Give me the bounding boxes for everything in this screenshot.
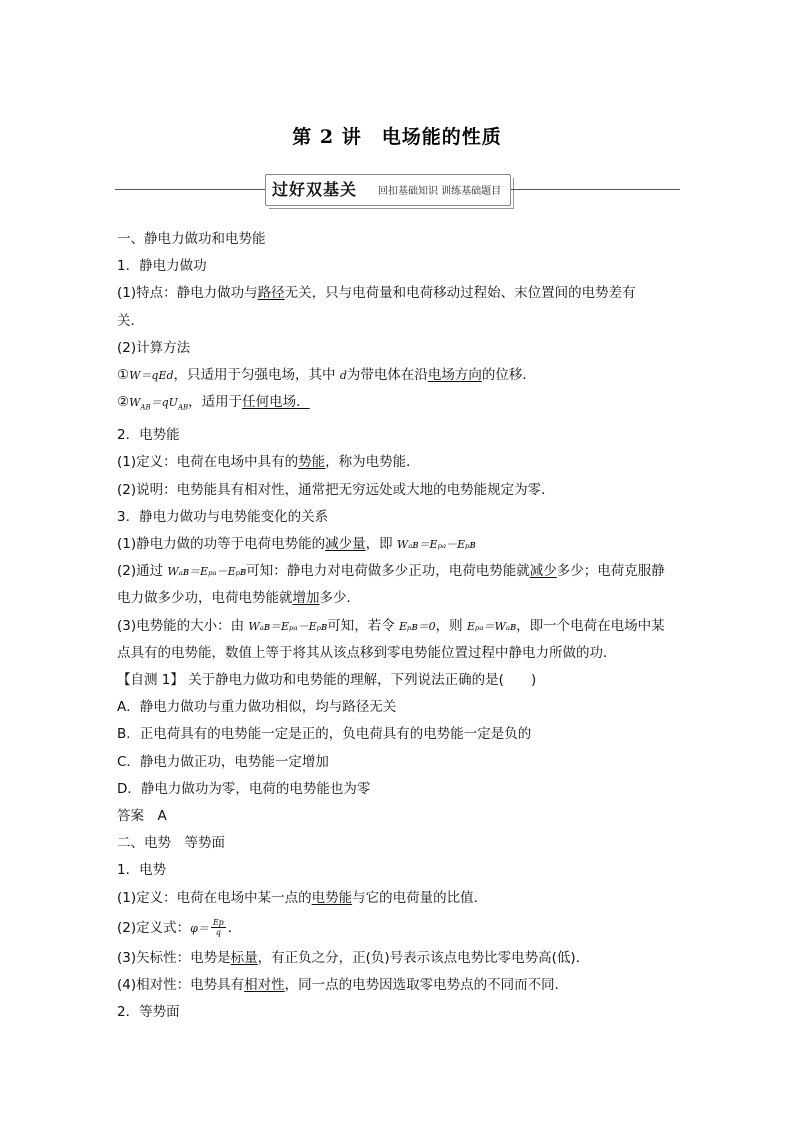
text: 与它的电荷量的比值．	[352, 889, 488, 906]
text: 多少；电荷克服静	[556, 563, 665, 580]
paragraph	[117, 362, 682, 389]
banner-rule-right	[511, 189, 680, 190]
underlined-term: 减少量	[325, 535, 366, 552]
underlined-term: 势能	[298, 454, 326, 471]
fraction-denominator: q	[215, 928, 221, 938]
banner-rule-left	[115, 189, 265, 190]
section-banner	[115, 172, 680, 208]
text: (4)相对性：电势具有	[117, 976, 245, 993]
text: ①	[117, 367, 130, 384]
text: ，同一点的电势因选取零电势点的不同而不同．	[284, 976, 569, 993]
page-title: 第 2 讲 电场能的性质	[292, 126, 502, 148]
text: ，即一个电荷在电场中某	[516, 617, 665, 634]
paragraph	[117, 531, 682, 558]
fraction-numerator: Ep	[212, 918, 224, 928]
exercise-answer: 答案 A	[117, 807, 167, 824]
text: ，即	[365, 535, 397, 552]
underlined-term: 任何电场．	[242, 394, 310, 411]
text: 电力做多少功，电荷电势能就	[117, 590, 293, 607]
formula: Eₚʙ＝0	[399, 619, 436, 633]
section-heading: 一、静电力做功和电势能	[117, 231, 266, 247]
exercise-question: 【自测 1】 关于静电力做功和电势能的理解，下列说法正确的是( )	[117, 671, 537, 688]
formula: Wₐʙ＝Eₚₐ－Eₚʙ	[396, 537, 476, 551]
paragraph: 关．	[117, 312, 144, 329]
paragraph	[117, 585, 682, 612]
exercise-option-b: B．正电荷具有的电势能一定是正的，负电荷具有的电势能一定是负的	[117, 726, 532, 743]
text: ，称为电势能．	[325, 454, 420, 471]
text: 多少．	[319, 590, 360, 607]
paragraph	[117, 558, 682, 585]
underlined-term: 路径	[257, 285, 285, 302]
text: ，有正负之分，正(负)号表示该点电势比零电势高(低)．	[257, 949, 590, 966]
text: (3)电势能的大小：由	[117, 617, 249, 634]
exercise-option-c: C．静电力做正功，电势能一定增加	[117, 753, 329, 770]
text: ，则	[435, 617, 467, 634]
text: 为带电体在沿	[346, 367, 428, 384]
underlined-term: 相对性	[244, 976, 285, 993]
text: (3)矢标性：电势是	[117, 949, 231, 966]
exercise-option-a: A．静电力做功与重力做功相似，均与路径无关	[117, 699, 397, 716]
underlined-term: 减少	[529, 563, 557, 580]
paragraph	[117, 280, 682, 307]
subsection-heading: 2．等势面	[117, 1004, 180, 1021]
formula: Eₚₐ＝Wₐʙ	[466, 619, 517, 633]
text: (1)静电力做的功等于电荷电势能的	[117, 535, 326, 552]
text: (2)通过	[117, 563, 168, 580]
text: 可知，若令	[327, 617, 400, 634]
underlined-term: 电场方向	[427, 367, 482, 384]
underlined-term: 标量	[230, 949, 258, 966]
subsection-heading: 1．电势	[117, 862, 167, 879]
underlined-term: 增加	[292, 590, 320, 607]
text: 可知：静电力对电荷做多少正功，电荷电势能就	[246, 563, 530, 580]
text: 的位移．	[481, 367, 536, 384]
formula: Wₐʙ＝Eₚₐ－Eₚʙ	[167, 565, 247, 579]
document-body	[117, 226, 682, 1026]
text: (1)定义：电荷在电场中某一点的	[117, 889, 312, 906]
exercise-option-d: D．静电力做功为零，电荷的电势能也为零	[117, 780, 371, 797]
text: (2)定义式：	[117, 919, 191, 936]
banner-box	[265, 174, 511, 206]
paragraph: 点具有的电势能，数值上等于将其从该点移到零电势能位置过程中静电力所做的功．	[117, 644, 617, 661]
text: 无关，只与电荷量和电荷移动过程始、末位置间的电势差有	[284, 285, 636, 302]
section-heading: 二、电势 等势面	[117, 835, 225, 852]
text: ，只适用于匀强电场，其中	[173, 367, 340, 384]
paragraph: (2)计算方法	[117, 339, 191, 356]
formula: d	[339, 369, 347, 383]
formula: Wₐʙ＝Eₚₐ－Eₚʙ	[248, 619, 328, 633]
paragraph	[117, 912, 682, 945]
subsection-heading: 1．静电力做功	[117, 258, 207, 275]
fraction	[211, 918, 226, 937]
formula-subscript: AB	[177, 403, 189, 412]
text: ②	[117, 394, 130, 411]
formula: W	[129, 396, 141, 410]
paragraph	[117, 885, 682, 912]
paragraph	[117, 389, 682, 422]
formula: φ＝	[190, 921, 209, 935]
banner-heading: 过好双基关	[272, 180, 358, 199]
formula: W＝qEd	[129, 369, 174, 383]
underlined-term: 电势能	[311, 889, 353, 906]
subsection-heading: 3．静电力做功与电势能变化的关系	[117, 508, 329, 525]
text: (1)特点：静电力做功与	[117, 285, 258, 302]
subsection-heading: 2．电势能	[117, 427, 180, 444]
text: (1)定义：电荷在电场中具有的	[117, 454, 299, 471]
paragraph	[117, 613, 682, 640]
text: ．	[227, 919, 242, 936]
banner-subheading: 回扣基础知识 训练基础题目	[378, 186, 502, 197]
text: ，适用于	[188, 394, 243, 411]
paragraph: (2)说明：电势能具有相对性，通常把无穷远处或大地的电势能规定为零．	[117, 481, 555, 498]
paragraph	[117, 449, 682, 476]
formula-subscript: AB	[140, 403, 151, 412]
paragraph	[117, 972, 682, 999]
formula: ＝qU	[150, 396, 178, 410]
paragraph	[117, 945, 682, 972]
